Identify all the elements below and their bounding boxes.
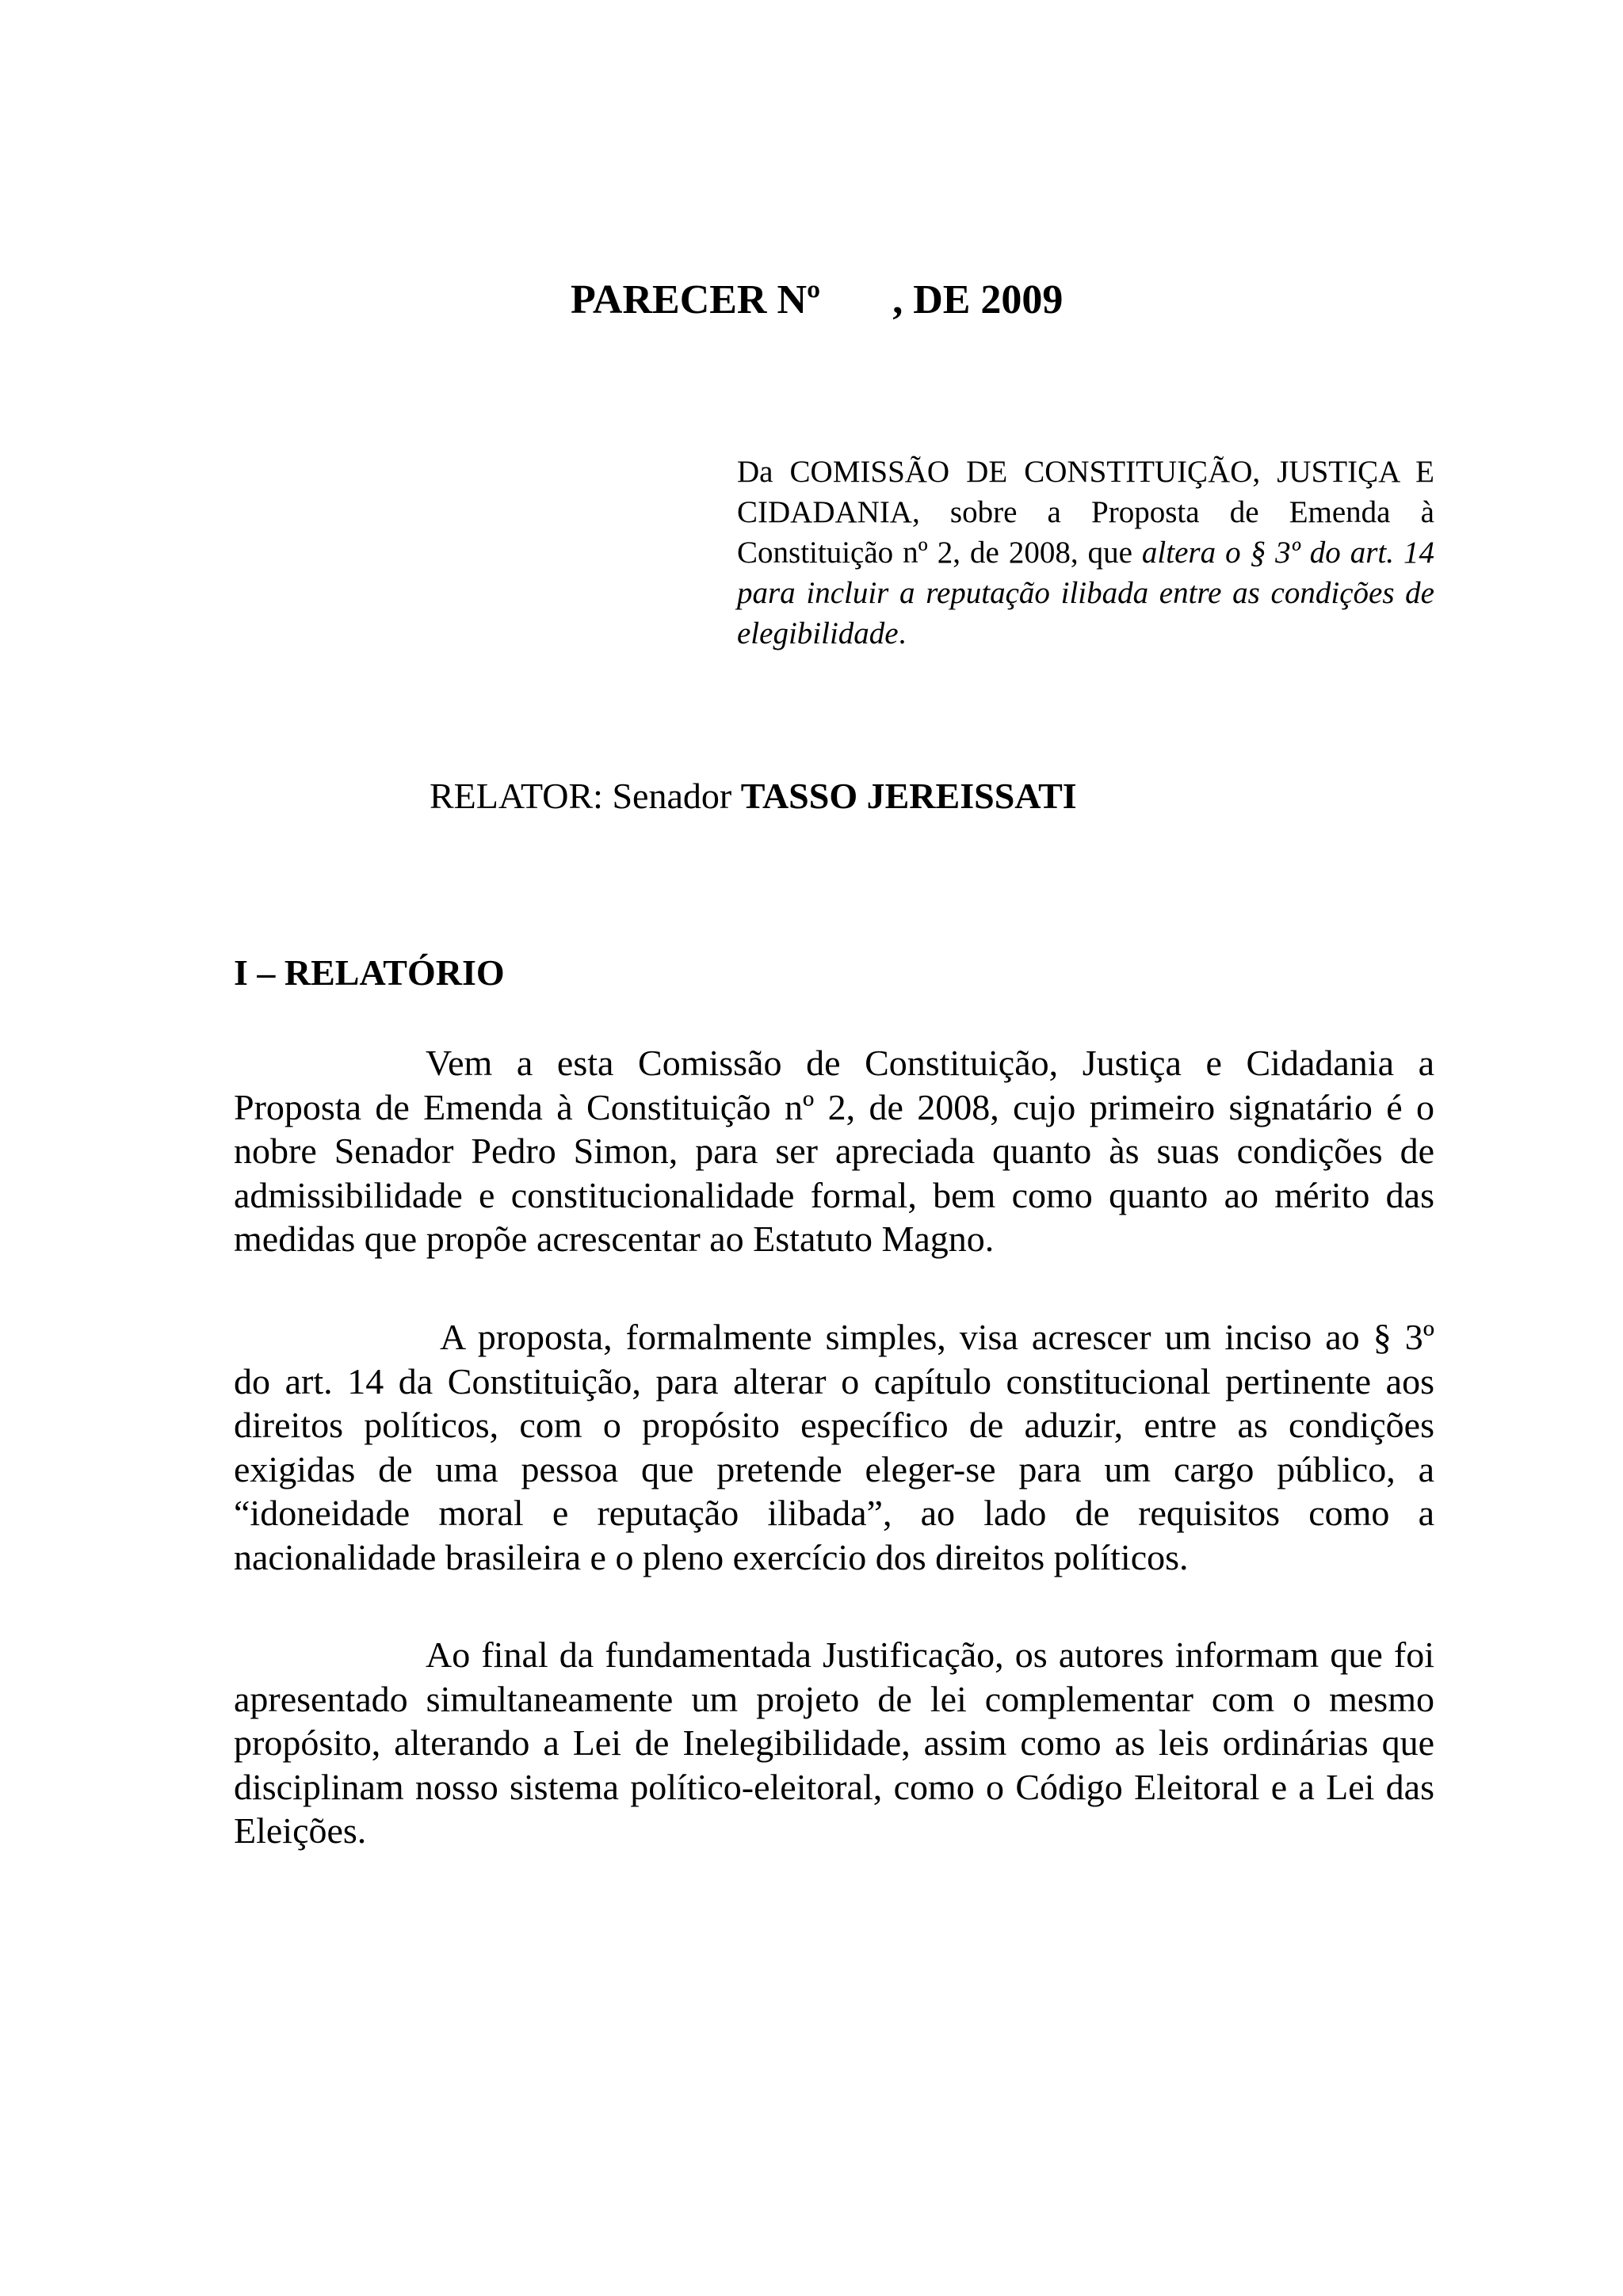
relator-line — [430, 769, 1077, 824]
relator-name: TASSO JEREISSATI — [740, 776, 1077, 816]
ementa-italic-text: altera o § 3º do art. 14 para incluir a reputação ilibada entre as condições de elegibilidade — [737, 536, 1434, 650]
ementa-text: Da COMISSÃO DE CONSTITUIÇÃO, JUSTIÇA E CIDADANIA, sobre a Proposta de Emenda à Constituição nº 2, de 2008, que — [737, 455, 1434, 570]
section-heading-relatorio: I – RELATÓRIO — [234, 952, 505, 993]
paragraph-3: Ao final da fundamentada Justificação, os autores informam que foi apresentado simultaneamente um projeto de lei complementar com o mesmo propósito, alterando a Lei de Inelegibilidade, assim como as leis ordinárias que disciplinam nosso sistema político-eleitoral, como o Código Eleitoral e a Lei das Eleições. — [234, 1634, 1434, 1851]
ementa — [737, 452, 1434, 654]
document-title: PARECER Nº , DE 2009 — [571, 277, 1064, 322]
paragraph-1: Vem a esta Comissão de Constituição, Justiça e Cidadania a Proposta de Emenda à Constituição nº 2, de 2008, cujo primeiro signatário é o nobre Senador Pedro Simon, para ser apreciada quanto às suas condições de admissibilidade e constitucionalidade formal, bem como quanto ao mérito das medidas que propõe acrescentar ao Estatuto Magno. — [234, 1043, 1434, 1259]
paragraph-2: A proposta, formalmente simples, visa acrescer um inciso ao § 3º do art. 14 da Constituição, para alterar o capítulo constitucional pertinente aos direitos políticos, com o propósito específico de aduzir, entre as condições exigidas de uma pessoa que pretende eleger-se para um cargo público, a “idoneidade moral e reputação ilibada”, ao lado de requisitos como a nacionalidade brasileira e o pleno exercício dos direitos políticos. — [234, 1317, 1434, 1577]
ementa-end: . — [898, 616, 907, 650]
relator-prefix: RELATOR: Senador — [430, 776, 741, 816]
